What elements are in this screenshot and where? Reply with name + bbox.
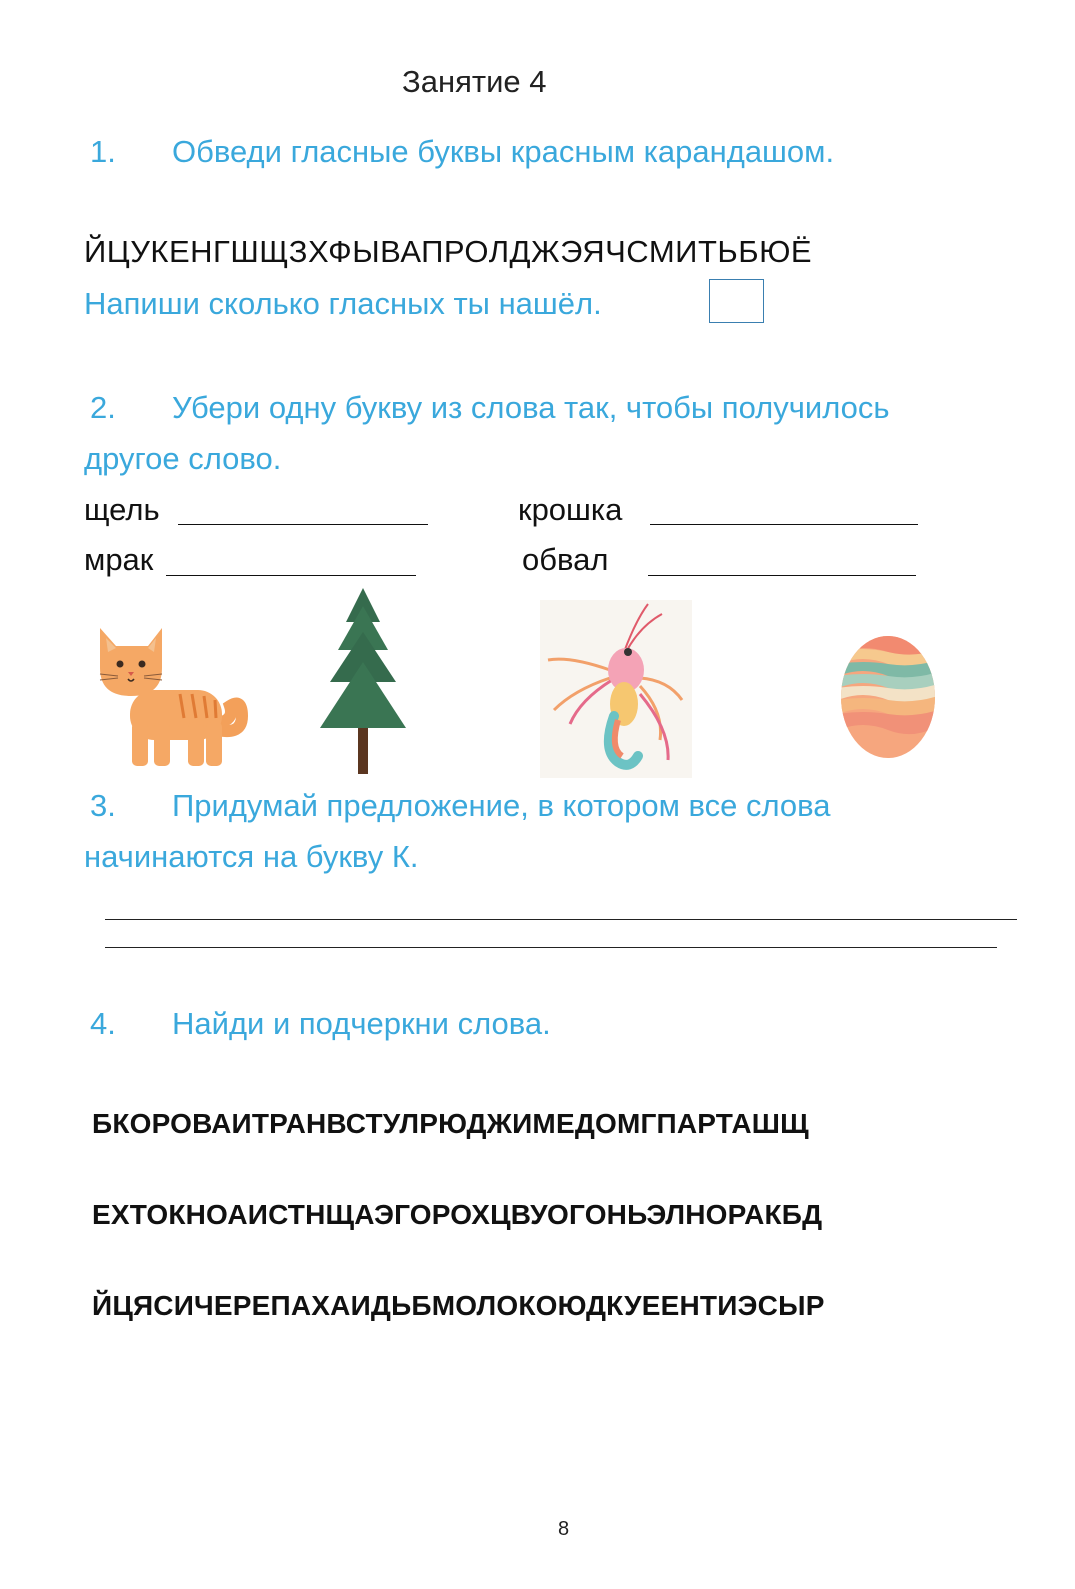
cat-picture [92,618,262,776]
sentence-line-1[interactable] [105,919,1017,920]
fir-tree-picture [318,588,408,774]
vowel-count-box[interactable] [709,279,764,323]
page-number: 8 [558,1518,570,1540]
letter-row-3: ЙЦЯСИЧЕРЕПАХАИДЬБМОЛОКОЮДКУЕЕНТИЭСЫР [92,1290,825,1321]
sentence-line-2[interactable] [105,947,997,948]
word-2: крошка [518,492,623,527]
task-1-letters: ЙЦУКЕНГШЩЗХФЫВАПРОЛДЖЭЯЧСМИТЬБЮЁ [84,234,813,269]
page-title: Занятие 4 [402,64,547,99]
task-1-instruction: Обведи гласные буквы красным карандашом. [172,134,835,169]
task-2-heading [90,390,890,426]
easter-egg-picture [838,634,938,760]
crayfish-picture [540,600,692,778]
answer-line-2[interactable] [650,524,918,525]
answer-line-3[interactable] [166,575,416,576]
task-3-heading [90,788,831,824]
letter-row-1: БКОРОВАИТРАНВСТУЛРЮДЖИМЕДОМГПАРТАШЩ [92,1108,809,1139]
task-2-number: 2. [90,390,116,425]
task-4-number: 4. [90,1006,116,1041]
task-1-number: 1. [90,134,116,169]
answer-line-1[interactable] [178,524,428,525]
answer-line-4[interactable] [648,575,916,576]
task-1-heading [90,134,834,170]
word-1: щель [84,492,160,527]
task-2-instruction-line2: другое слово. [84,441,282,476]
task-3-instruction-line1: Придумай предложение, в котором все слова [172,788,831,823]
crayfish-picture-bg [540,600,692,778]
letter-row-2: ЕХТОКНОАИСТНЩАЭГОРОХЦВУОГОНЬЭЛНОРАКБД [92,1199,823,1230]
task-2-instruction-line1: Убери одну букву из слова так, чтобы получилось [172,390,890,425]
word-3: мрак [84,542,154,577]
task-3-instruction-line2: начинаются на букву К. [84,839,419,874]
task-4-instruction: Найди и подчеркни слова. [172,1006,551,1041]
word-4: обвал [522,542,609,577]
task-4-heading [90,1006,551,1042]
task-1-count-prompt: Напиши сколько гласных ты нашёл. [84,286,602,321]
task-3-number: 3. [90,788,116,823]
